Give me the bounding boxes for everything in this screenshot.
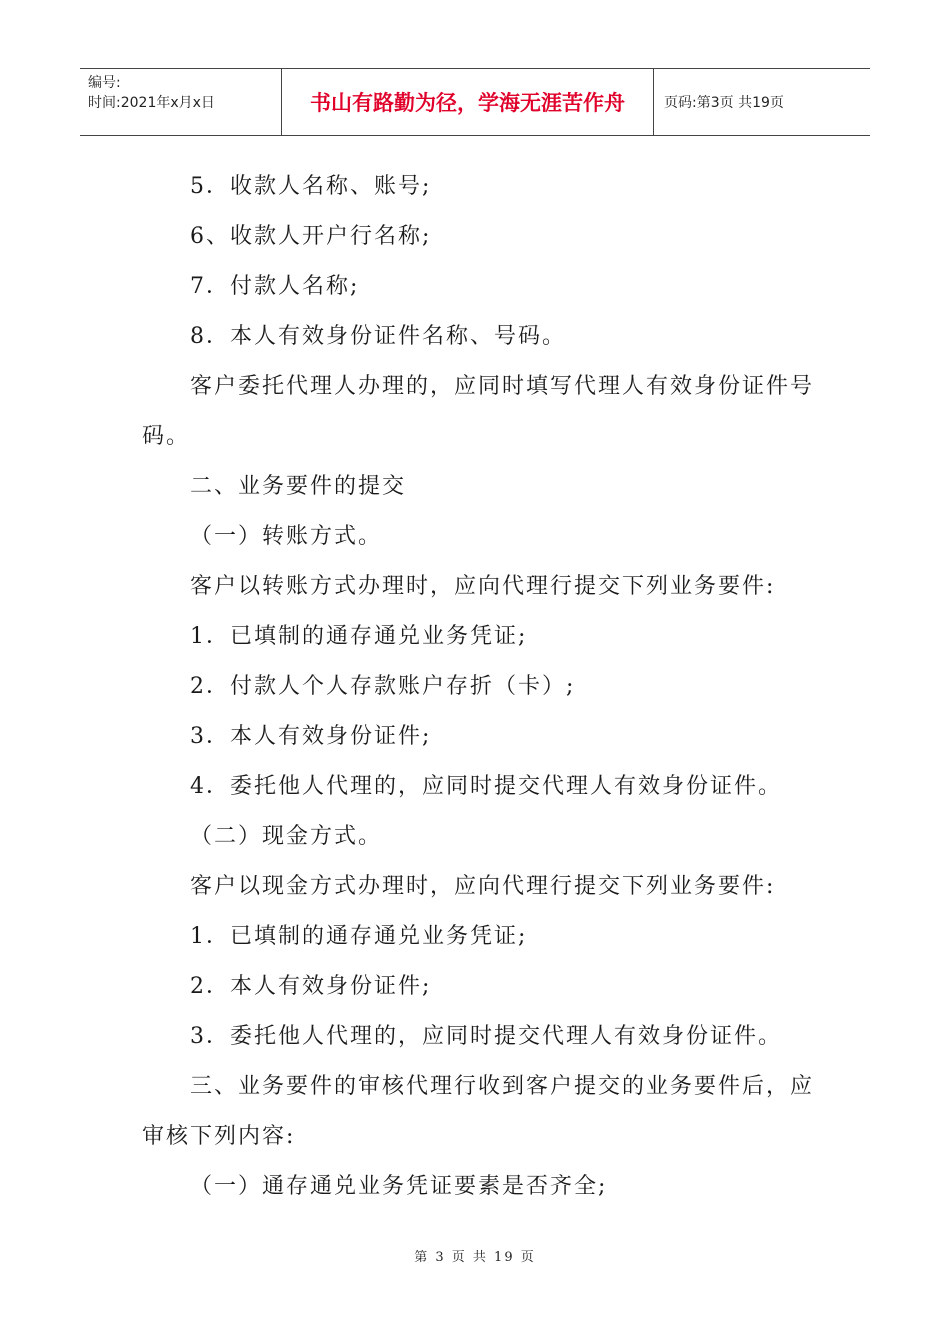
body-line: 8．本人有效身份证件名称、号码。 bbox=[190, 324, 566, 349]
body-line: 3．委托他人代理的，应同时提交代理人有效身份证件。 bbox=[190, 1024, 782, 1049]
page-footer: 第 3 页 共 19 页 bbox=[414, 1250, 536, 1265]
body-line: （二）现金方式。 bbox=[190, 824, 383, 849]
body-line: 7．付款人名称; bbox=[190, 274, 360, 299]
document-date: 时间:2021年x月x日 bbox=[88, 95, 215, 111]
body-line: 3．本人有效身份证件; bbox=[190, 724, 432, 749]
body-line: 客户以现金方式办理时，应向代理行提交下列业务要件: bbox=[190, 874, 776, 899]
body-line: 2．本人有效身份证件; bbox=[190, 974, 432, 999]
body-line: 1．已填制的通存通兑业务凭证; bbox=[190, 924, 528, 949]
body-line: 6、收款人开户行名称; bbox=[190, 224, 432, 249]
body-line: 审核下列内容: bbox=[142, 1124, 296, 1149]
header-page-info: 页码:第3页 共19页 bbox=[664, 95, 784, 111]
body-line: 码。 bbox=[142, 424, 191, 449]
body-line: 客户以转账方式办理时，应向代理行提交下列业务要件: bbox=[190, 574, 776, 599]
page-header bbox=[80, 68, 870, 136]
header-motto: 书山有路勤为径，学海无涯苦作舟 bbox=[282, 69, 654, 135]
document-number: 编号: bbox=[88, 75, 121, 91]
body-line: 三、业务要件的审核代理行收到客户提交的业务要件后，应 bbox=[190, 1074, 815, 1099]
body-line: 2．付款人个人存款账户存折（卡）; bbox=[190, 674, 576, 699]
body-line: 4．委托他人代理的，应同时提交代理人有效身份证件。 bbox=[190, 774, 782, 799]
body-line: （一）转账方式。 bbox=[190, 524, 383, 549]
body-line: 客户委托代理人办理的，应同时填写代理人有效身份证件号 bbox=[190, 374, 815, 399]
header-meta bbox=[80, 69, 282, 135]
body-line: 1．已填制的通存通兑业务凭证; bbox=[190, 624, 528, 649]
body-line: 二、业务要件的提交 bbox=[190, 474, 407, 499]
body-line: 5．收款人名称、账号; bbox=[190, 174, 432, 199]
body-line: （一）通存通兑业务凭证要素是否齐全; bbox=[190, 1174, 608, 1199]
